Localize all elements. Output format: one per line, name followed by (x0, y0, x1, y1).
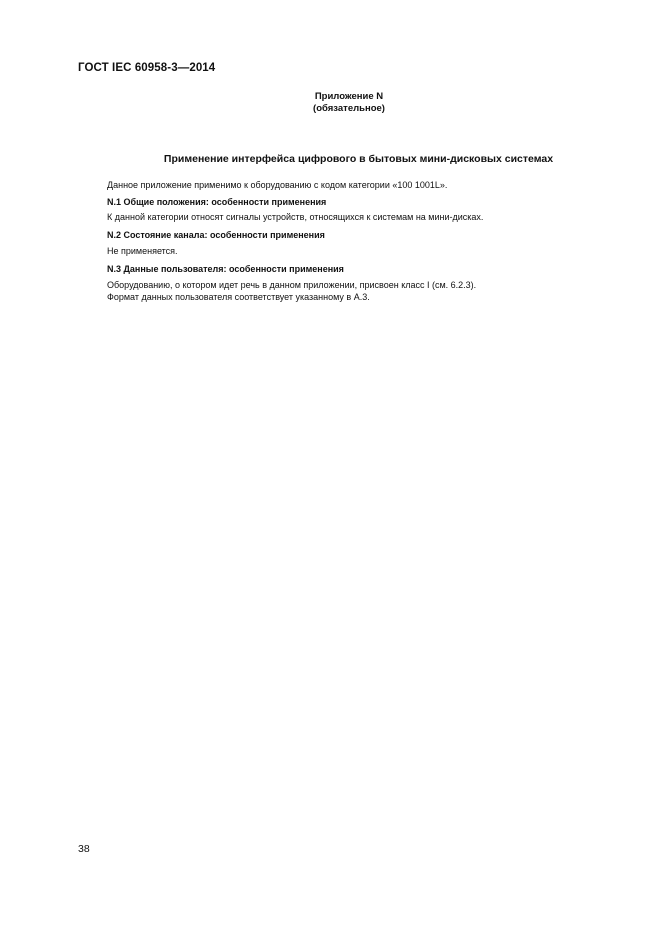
section-heading-n3: N.3 Данные пользователя: особенности применения (107, 264, 344, 274)
section-text-n1: К данной категории относят сигналы устройств, относящихся к системам на мини-дисках. (107, 212, 484, 222)
intro-paragraph: Данное приложение применимо к оборудованию с кодом категории «100 1001L». (107, 180, 448, 190)
section-heading-n1: N.1 Общие положения: особенности применения (107, 197, 327, 207)
page-title: Применение интерфейса цифрового в бытовых мини-дисковых системах (163, 153, 554, 165)
section-heading-n2: N.2 Состояние канала: особенности применения (107, 230, 325, 240)
standard-designation: ГОСТ IEC 60958-3—2014 (78, 62, 216, 74)
appendix-title: Приложение N (314, 91, 384, 102)
section-text-n2: Не применяется. (107, 246, 178, 256)
section-text-n3-line2: Формат данных пользователя соответствует указанному в А.3. (107, 292, 370, 302)
appendix-status: (обязательное) (313, 103, 385, 114)
appendix-heading (0, 91, 661, 115)
section-text-n3-line1: Оборудованию, о котором идет речь в данном приложении, присвоен класс I (см. 6.2.3). (107, 280, 477, 290)
page-number: 38 (78, 843, 90, 855)
